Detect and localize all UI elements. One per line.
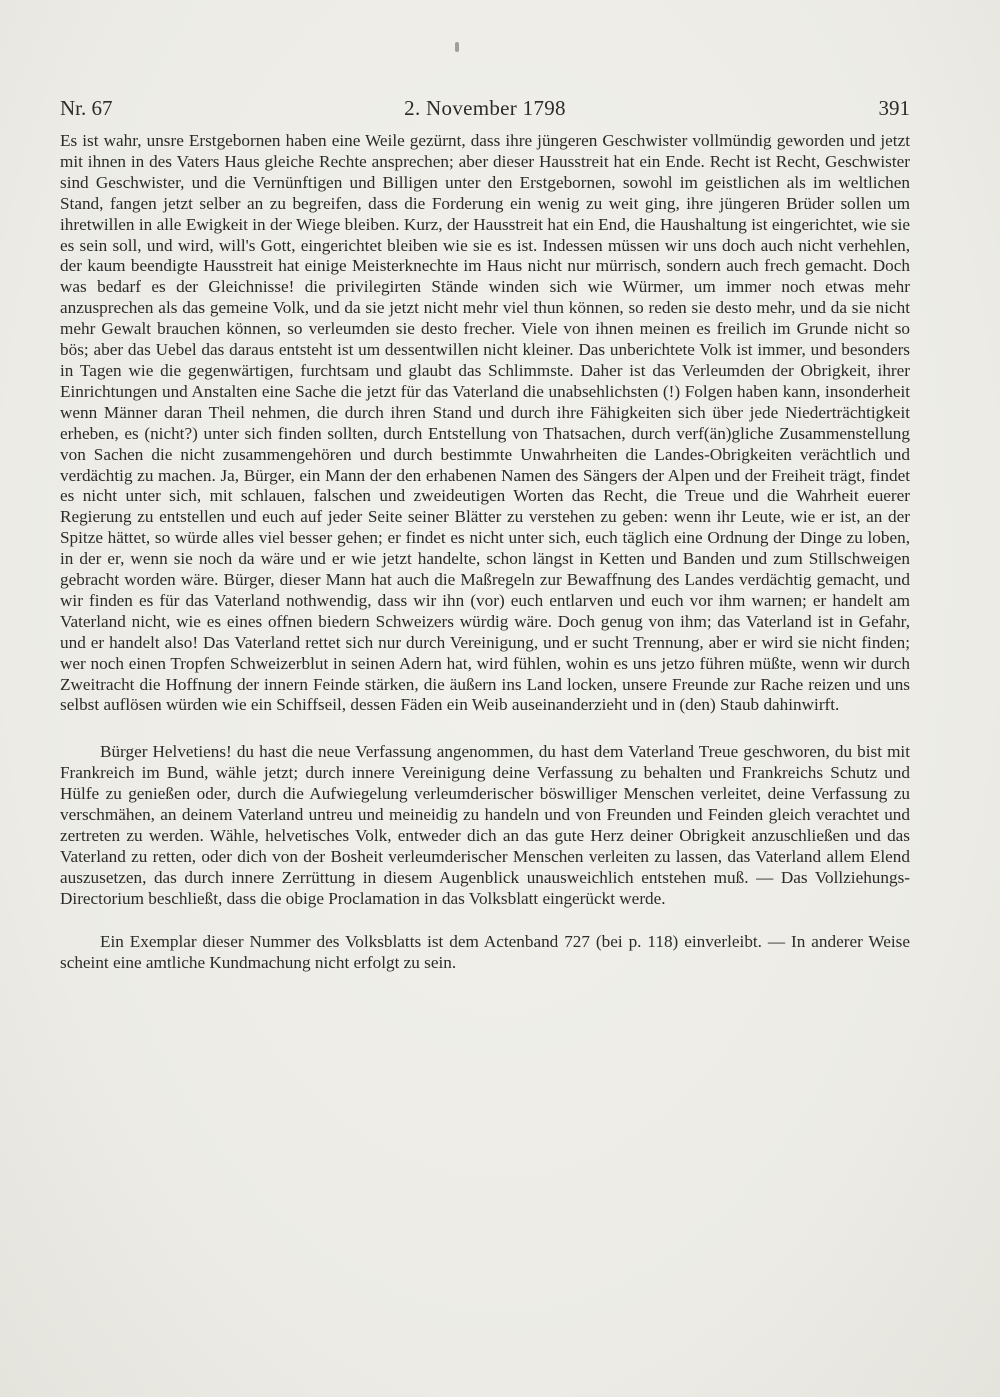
- ink-spot: [455, 42, 459, 52]
- issue-date: 2. November 1798: [404, 96, 566, 120]
- paragraph-2: Bürger Helvetiens! du hast die neue Verfassung angenommen, du hast dem Vaterland Treue geschworen, du bist mit Frankreich im Bund, wähle jetzt; durch innere Vereinigung deine Verfassung zu behalten und Frankreichs Schutz und Hülfe zu genießen oder, durch die Aufwiegelung verleumderischer böswilliger Menschen verleitet, deine Verfassung zu verschmähen, an deinem Vaterland untreu und meineidig zu handeln und von Freunden und Feinden gleich verachtet und zertreten zu werden. Wähle, helvetisches Volk, entweder dich an das gute Herz deiner Obrigkeit anzuschließen und das Vaterland zu retten, oder dich von der Bosheit verleumderischer Menschen verleiten zu lassen, das Vaterland allem Elend auszusetzen, das durch innere Zerrüttung in diesem Augenblick unausweichlich entstehen muß. — Das Vollziehungs-Directorium beschließt, dass die obige Proclamation in das Volksblatt eingerückt werde.: [60, 742, 910, 908]
- editorial-note: Ein Exemplar dieser Nummer des Volksblatts ist dem Actenband 727 (bei p. 118) einverleibt. — In anderer Weise scheint eine amtliche Kundmachung nicht erfolgt zu sein.: [60, 931, 910, 972]
- issue-number: Nr. 67: [60, 96, 113, 120]
- page-number: 391: [878, 96, 910, 120]
- page-header: [60, 96, 910, 124]
- paragraph-1: Es ist wahr, unsre Erstgebornen haben eine Weile gezürnt, dass ihre jüngeren Geschwister vollmündig geworden und jetzt mit ihnen in des Vaters Haus gleiche Rechte ansprechen; aber dieser Hausstreit hat ein Ende. Recht ist Recht, Geschwister sind Geschwister, und die Vernünftigen und Billigen unter den Erstgebornen, sowohl im geistlichen als im weltlichen Stand, fangen jetzt selber an zu begreifen, dass die Forderung ein wenig zu weit ging, ihre jüngeren Brüder sollen um ihretwillen in alle Ewigkeit in der Wiege bleiben. Kurz, der Hausstreit hat ein End, die Haushaltung ist eingerichtet, wie sie es sein soll, und wird, will's Gott, eingerichtet bleiben wie sie es ist. Indessen müssen wir uns doch auch nicht verhehlen, der kaum beendigte Hausstreit hat einige Meisterknechte im Haus nicht nur mürrisch, sondern auch frech gemacht. Doch was bedarf es der Gleichnisse! die privilegirten Stände winden sich wie Würmer, um immer noch etwas mehr anzusprechen als das gemeine Volk, und da sie jetzt nicht mehr viel thun können, so reden sie desto mehr, und da sie nicht mehr Gewalt brauchen können, so verleumden sie desto frecher. Viele von ihnen meinen es freilich im Grunde nicht so bös; aber das Uebel das daraus entsteht ist um dessentwillen nicht kleiner. Das unberichtete Volk ist immer, und besonders in Tagen wie die gegenwärtigen, furchtsam und glaubt das Schlimmste. Daher ist das Verleumden der Obrigkeit, ihrer Einrichtungen und Anstalten eine Sache die jetzt für das Vaterland die unabsehlichsten (!) Folgen haben kann, insonderheit wenn Männer daran Theil nehmen, die durch ihren Stand und durch ihre Fähigkeiten sich über jede Niederträchtigkeit erheben, es (nicht?) unter sich finden sollten, durch Entstellung von Thatsachen, durch verf(än)gliche Zusammenstellung von Sachen die nicht zusammengehören und durch bestimmte Unwahrheiten die Landes-Obrigkeiten verächtlich und verdächtig zu machen. Ja, Bürger, ein Mann der den erhabenen Namen des Sängers der Alpen und der Freiheit trägt, findet es nicht unter sich, mit schlauen, falschen und zweideutigen Worten das Recht, die Treue und die Wahrheit euerer Regierung zu entstellen und euch auf jeder Seite seiner Blätter zu verstehen zu geben: wenn ihr Leute, wie er ist, an der Spitze hättet, so würde alles viel besser gehen; er findet es nicht unter sich, euch täglich eine Ordnung der Dinge zu loben, in der er, wenn sie noch da wäre und er wie jetzt handelte, schon längst in Ketten und Banden und zum Stillschweigen gebracht worden wäre. Bürger, dieser Mann hat auch die Maßregeln zur Bewaffnung des Landes verdächtig gemacht, und wir finden es für das Vaterland nothwendig, dass wir ihn (vor) euch entlarven und euch vor ihm warnen; er handelt am Vaterland nicht, wie es eines offnen biedern Schweizers würdig wäre. Doch genug von ihm; das Vaterland ist in Gefahr, und er handelt also! Das Vaterland rettet sich nur durch Vereinigung, und er sucht Trennung, aber er wird sie nicht finden; wer noch einen Tropfen Schweizerblut in seinen Adern hat, wird fühlen, wohin es uns jetzo führen müßte, wenn wir durch Zweitracht die Hoffnung der innern Feinde stärken, die äußern ins Land locken, unsere Freunde zur Rache reizen und uns selbst auflösen würden wie ein Schiffseil, dessen Fäden ein Weib auseinanderzieht und in (den) Staub dahinwirft.: [60, 131, 910, 715]
- body-text: [60, 131, 910, 973]
